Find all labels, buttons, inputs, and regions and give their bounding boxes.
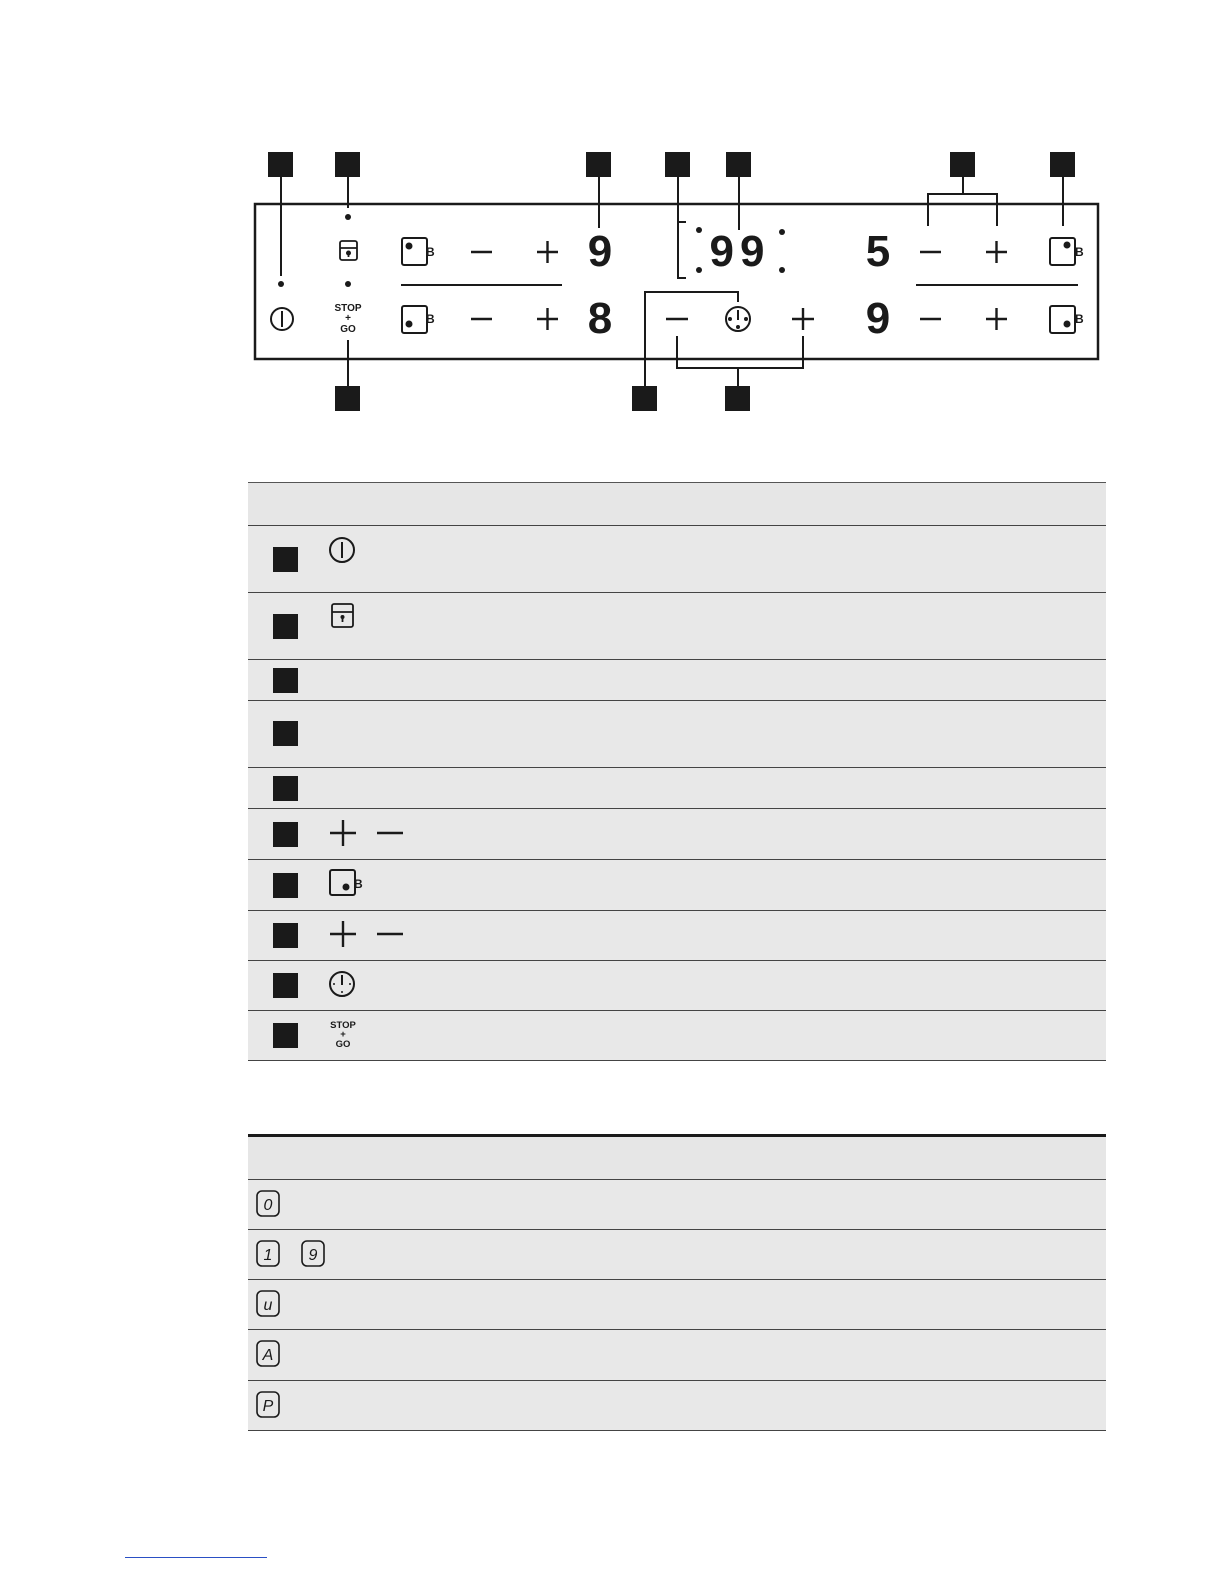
svg-text:B: B bbox=[426, 312, 435, 326]
display-table bbox=[248, 1134, 1106, 1431]
timer-icon[interactable] bbox=[726, 307, 750, 331]
power-level-display: 9 bbox=[865, 294, 891, 343]
plus-icon[interactable] bbox=[537, 241, 558, 263]
callout-marker bbox=[273, 547, 298, 572]
bridge-icon[interactable] bbox=[402, 238, 435, 265]
callout-marker bbox=[273, 1023, 298, 1048]
control-panel-diagram bbox=[0, 0, 1224, 430]
callout-marker bbox=[273, 873, 298, 898]
svg-text:B: B bbox=[1075, 312, 1084, 326]
svg-text:A: A bbox=[262, 1347, 274, 1364]
stop-go-icon[interactable] bbox=[334, 303, 361, 335]
power-level-display: 8 bbox=[587, 294, 613, 343]
power-level-display: 9 bbox=[587, 227, 613, 276]
svg-text:u: u bbox=[263, 1297, 273, 1314]
lock-icon[interactable] bbox=[340, 241, 357, 260]
bridge-icon[interactable] bbox=[1050, 306, 1084, 333]
display-symbol-icon bbox=[255, 1390, 283, 1420]
svg-text:B: B bbox=[426, 245, 435, 259]
on-off-icon bbox=[328, 536, 358, 566]
svg-text:1: 1 bbox=[263, 1247, 273, 1264]
panel-frame bbox=[255, 204, 1098, 359]
footer-link-underline bbox=[125, 1557, 267, 1558]
callout-markers-bottom bbox=[335, 386, 750, 411]
table-row bbox=[248, 1180, 1106, 1230]
display-symbol-icon bbox=[255, 1189, 283, 1219]
power-level-display: 5 bbox=[865, 227, 891, 276]
table-row bbox=[248, 526, 1106, 593]
display-symbol-icon bbox=[255, 1339, 283, 1369]
callout-marker bbox=[273, 721, 298, 746]
table-row bbox=[248, 593, 1106, 660]
svg-text:0: 0 bbox=[263, 1197, 273, 1214]
bridge-icon[interactable] bbox=[1050, 238, 1084, 265]
timer-icon bbox=[328, 970, 358, 1000]
timer-display: 99 bbox=[709, 227, 771, 276]
display-symbol-icon bbox=[255, 1289, 283, 1319]
leader-lines bbox=[281, 177, 1063, 386]
table-row bbox=[248, 1330, 1106, 1381]
plus-icon[interactable] bbox=[986, 241, 1007, 263]
plus-icon[interactable] bbox=[986, 308, 1007, 330]
table-row bbox=[248, 1381, 1106, 1431]
callout-marker bbox=[273, 776, 298, 801]
on-off-icon[interactable] bbox=[271, 308, 293, 330]
plus-minus-icons bbox=[328, 819, 408, 849]
plus-minus-icons bbox=[328, 920, 408, 950]
svg-text:P: P bbox=[262, 1398, 274, 1415]
svg-text:STOP: STOP bbox=[334, 303, 362, 314]
table-row bbox=[248, 768, 1106, 809]
plus-icon[interactable] bbox=[537, 308, 558, 330]
stop-go-icon bbox=[326, 1018, 360, 1052]
svg-text:GO: GO bbox=[335, 1039, 351, 1050]
callout-marker bbox=[273, 822, 298, 847]
table-row bbox=[248, 1011, 1106, 1061]
indicator-dot bbox=[345, 214, 351, 220]
svg-text:GO: GO bbox=[340, 324, 356, 335]
table-row bbox=[248, 860, 1106, 911]
indicator-dot bbox=[345, 281, 351, 287]
callout-marker bbox=[273, 668, 298, 693]
lock-icon bbox=[330, 602, 356, 630]
svg-text:+: + bbox=[345, 313, 351, 324]
table-row bbox=[248, 911, 1106, 961]
svg-text:+: + bbox=[340, 1029, 346, 1040]
table-row bbox=[248, 961, 1106, 1011]
callout-marker bbox=[273, 614, 298, 639]
display-symbol-icon bbox=[255, 1239, 283, 1269]
timer-plus-icon[interactable] bbox=[792, 308, 814, 330]
callout-marker bbox=[273, 923, 298, 948]
svg-text:9: 9 bbox=[308, 1247, 318, 1264]
table-row bbox=[248, 660, 1106, 701]
sensor-field-table bbox=[248, 482, 1106, 1061]
table-row bbox=[248, 1230, 1106, 1280]
bridge-icon bbox=[328, 868, 368, 900]
indicator-dot bbox=[278, 281, 284, 287]
callout-markers-top bbox=[268, 152, 1075, 177]
svg-text:STOP: STOP bbox=[330, 1020, 356, 1031]
bridge-icon[interactable] bbox=[402, 306, 435, 333]
callout-marker bbox=[273, 973, 298, 998]
table-row bbox=[248, 1280, 1106, 1330]
table-row bbox=[248, 701, 1106, 768]
display-symbol-icon bbox=[300, 1239, 328, 1269]
table-header-row bbox=[248, 483, 1106, 526]
svg-text:B: B bbox=[354, 877, 363, 891]
table-row bbox=[248, 809, 1106, 860]
svg-text:B: B bbox=[1075, 245, 1084, 259]
table-header-row bbox=[248, 1137, 1106, 1180]
